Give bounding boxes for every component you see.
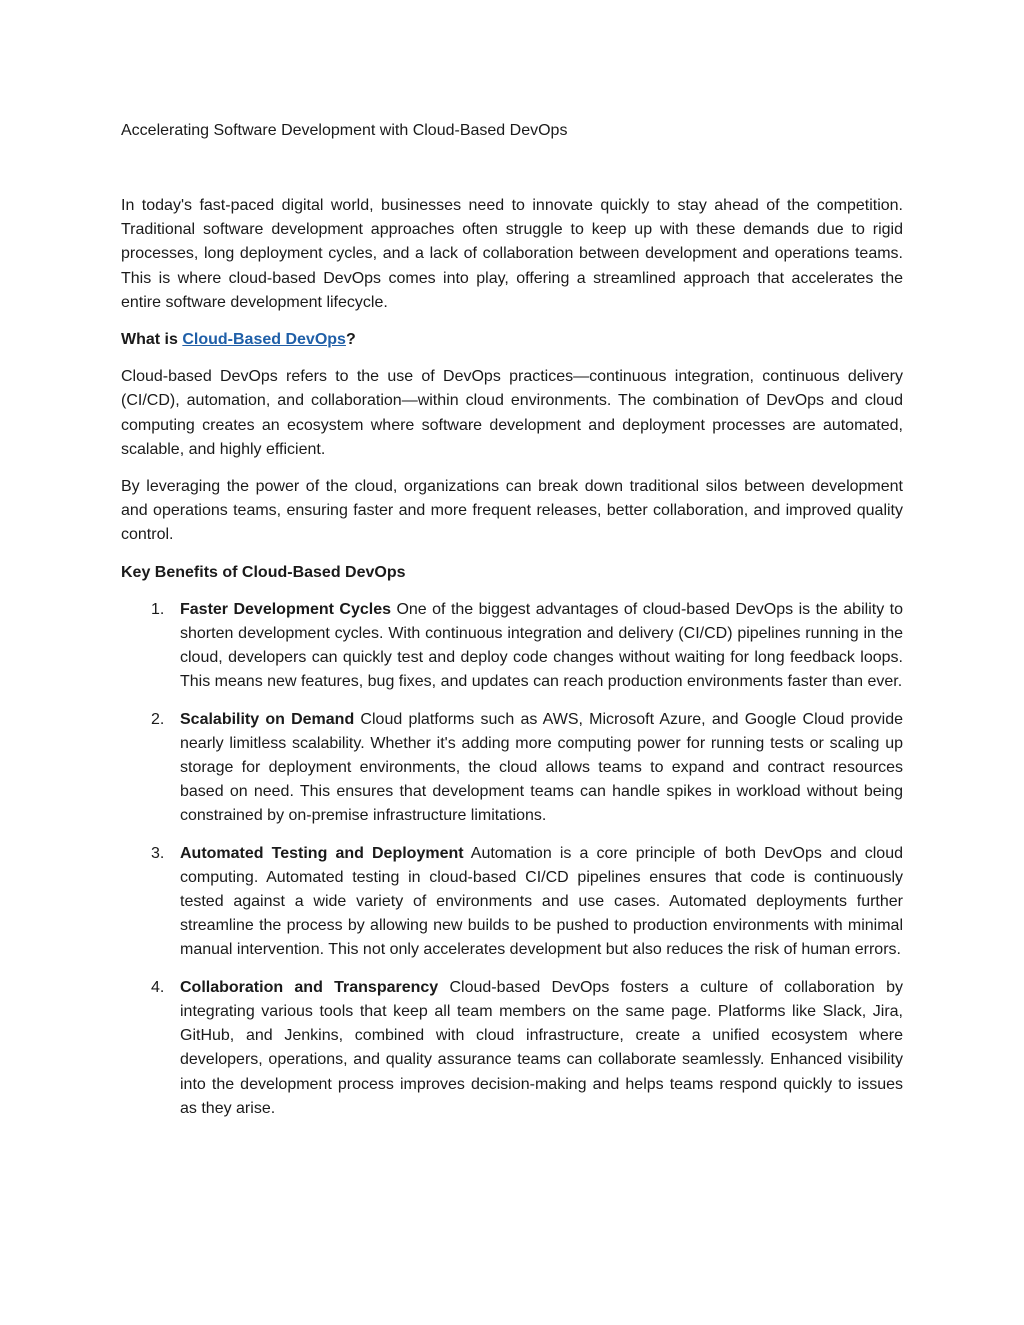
list-item-text: Automation is a core principle of both DevOps and cloud computing. Automated testing in cloud-based CI/CD pipelines ensures that code is continuously tested against a wide variety of environments and use cases. Automated deployments further streamline the process by allowing new builds to be pushed to production environments with minimal manual intervention. This not only accelerates development but also reduces the risk of human errors. bbox=[180, 844, 904, 959]
intro-paragraph: In today's fast-paced digital world, businesses need to innovate quickly to stay ahead of the competition. Traditional software development approaches often struggle to keep up with these demands due to rigid processes, long deployment cycles, and a lack of collaboration between development and operations teams. This is where cloud-based DevOps comes into play, offering a streamlined approach that accelerates the entire software development lifecycle. bbox=[121, 197, 903, 311]
list-item bbox=[121, 842, 903, 963]
what-is-suffix: ? bbox=[345, 331, 356, 349]
what-is-heading bbox=[121, 328, 903, 352]
list-item-number: 2. bbox=[151, 710, 165, 728]
benefits-heading: Key Benefits of Cloud-Based DevOps bbox=[121, 563, 406, 581]
list-item bbox=[121, 708, 903, 829]
list-item-title: Collaboration and Transparency bbox=[180, 978, 439, 996]
list-item-number: 3. bbox=[151, 844, 165, 862]
list-item-title: Faster Development Cycles bbox=[180, 600, 391, 618]
list-item-text: Cloud platforms such as AWS, Microsoft Azure, and Google Cloud provide nearly limitless scalability. Whether it's adding more computing power for running tests or scaling up storage for deployment environments, the cloud allows teams to expand and contract resources based on need. This ensures that development teams can handle spikes in workload without being constrained by on-premise infrastructure limitations. bbox=[180, 710, 904, 825]
what-is-prefix: What is bbox=[121, 331, 183, 349]
document-title: Accelerating Software Development with Cloud-Based DevOps bbox=[121, 122, 568, 139]
definition-paragraph: Cloud-based DevOps refers to the use of DevOps practices—continuous integration, continuous delivery (CI/CD), automation, and collaboration—within cloud environments. The combination of DevOps and cloud computing creates an ecosystem where software development and deployment processes are automated, scalable, and highly efficient. bbox=[121, 368, 903, 458]
cloud-based-devops-link[interactable]: Cloud-Based DevOps bbox=[182, 331, 346, 349]
list-item bbox=[121, 976, 903, 1121]
list-item-text: Cloud-based DevOps fosters a culture of collaboration by integrating various tools that keep all team members on the same page. Platforms like Slack, Jira, GitHub, and Jenkins, combined with cloud infrastructure, create a unified ecosystem where developers, operations, and quality assurance teams can collaborate seamlessly. Enhanced visibility into the development process improves decision-making and helps teams respond quickly to issues as they arise. bbox=[180, 978, 903, 1117]
list-item-text: One of the biggest advantages of cloud-based DevOps is the ability to shorten development cycles. With continuous integration and delivery (CI/CD) pipelines running in the cloud, developers can quickly test and deploy code changes without waiting for long feedback loops. This means new features, bug fixes, and updates can reach production environments faster than ever. bbox=[180, 600, 903, 691]
list-item-number: 4. bbox=[151, 978, 165, 996]
benefits-list bbox=[121, 598, 903, 1121]
list-item-title: Scalability on Demand bbox=[180, 710, 355, 728]
list-item-number: 1. bbox=[151, 600, 165, 618]
document-page bbox=[121, 118, 903, 1134]
list-item-title: Automated Testing and Deployment bbox=[180, 844, 464, 862]
list-item bbox=[121, 598, 903, 695]
leverage-paragraph: By leveraging the power of the cloud, organizations can break down traditional silos between development and operations teams, ensuring faster and more frequent releases, better collaboration, and improved quality control. bbox=[121, 478, 903, 544]
